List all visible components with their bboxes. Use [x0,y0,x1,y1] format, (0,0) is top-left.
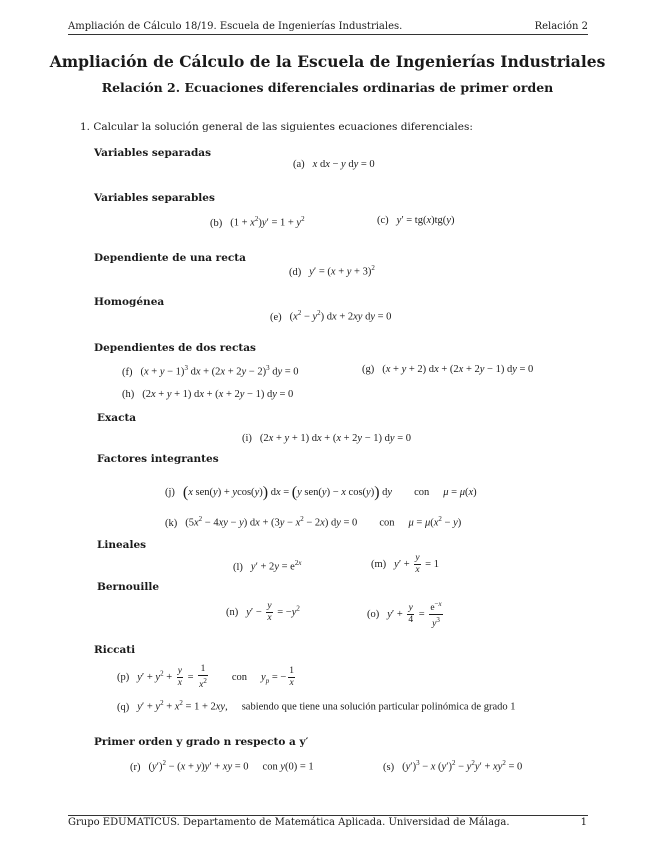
section-variables-separadas: Variables separadas [94,147,212,159]
running-header-right: Relación 2 [534,21,588,32]
page-title: Ampliación de Cálculo de la Escuela de Ingenierías Industriales [49,52,606,71]
con-word-p: con [231,671,248,683]
equation-label-a: (a) [293,159,305,170]
equation-label-p: (p) [117,671,130,683]
con-word-r: con [262,761,278,773]
page-number: 1 [580,817,587,828]
equation-o: (o) y′ + $\frac{y}{4}$ = $\frac{e^{-x}}{y^3}$ [367,600,442,630]
section-factores-integrantes: Factores integrantes [97,453,219,465]
equation-m: (m) y′ + $\frac{y}{x}$ = 1 [371,553,439,575]
equation-label-r: (r) [130,761,141,773]
equation-label-m: (m) [371,558,387,570]
equation-j: (j) (x sen(y) + ycos(y)) dx = (y sen(y) − x cos(y)) dy con μ = μ(x) [165,484,477,501]
footer-rule [68,815,588,816]
equation-label-k: (k) [165,517,178,529]
equation-h: (h) (2x + y + 1) dx + (x + 2y − 1) dy = 0 [122,389,294,400]
equation-label-n: (n) [226,606,239,618]
equation-label-o: (o) [367,609,380,621]
running-header-left: Ampliación de Cálculo 18/19. Escuela de Ingenierías Industriales. [68,21,403,32]
equation-label-q: (q) [117,701,130,713]
equation-label-i: (i) [242,433,252,444]
equation-a: (a) x dx − y dy = 0 [293,159,375,170]
section-exacta: Exacta [97,412,137,424]
equation-r: (r) $(y')^2 - (x + y)y'$ + xy = 0 con y(0) = 1 [130,759,314,773]
section-dependientes-dos-rectas: Dependientes de dos rectas [94,342,256,354]
riccati-note: sabiendo que tiene una solución particular polinómica de grado 1 [241,701,516,713]
section-dependiente-una-recta: Dependiente de una recta [94,252,246,264]
equation-q: (q) $y' + y^2 + x^2 = 1 + 2xy$, sabiendo que tiene una solución particular polinómica de grado 1 [117,699,516,713]
equation-l: (l) $y' + 2y = e^{2x}$ [233,559,302,573]
equation-p: (p) $y' + y^2$ + $\frac{y}{x}$ = $\frac{1}{x^2}$ con $y_p$ = − $\frac{1}{x}$ [117,664,295,691]
equation-n: (n) y′ − $\frac{y}{x}$ = $-y^2$ [226,601,300,623]
equation-g: (g) (x + y + 2) dx + (2x + 2y − 1) dy = 0 [362,364,534,375]
equation-s: (s) $(y')^3 - x$ $(y')^2 - y^2y' + xy^2 = 0$ [383,759,523,773]
equation-d: (d) $y' = (x + y + 3)^2$ [289,264,375,278]
section-homogenea: Homogénea [94,296,165,308]
section-riccati: Riccati [94,644,136,656]
header-rule [68,34,588,35]
section-primer-orden-grado-n: Primer orden y grado n respecto a y′ [94,736,309,748]
equation-i: (i) (2x + y + 1) dx + (x + 2y − 1) dy = 0 [242,433,411,444]
equation-label-d: (d) [289,266,302,278]
equation-e: (e) $(x^2 - y^2)$ dx + 2xy dy = 0 [270,309,392,323]
equation-label-c: (c) [377,215,389,226]
equation-k: (k) $(5x^2 - 4xy - y)$ dx + $(3y - x^2 - 2x)$ dy = 0 con $\mu = \mu(x^2 - y)$ [165,515,462,529]
equation-c: (c) y′ = tg(x)tg(y) [377,215,455,226]
exercise-statement [80,121,473,133]
equation-label-b: (b) [210,217,223,229]
equation-label-l: (l) [233,561,243,573]
footer-left: Grupo EDUMATICUS. Departamento de Matemática Aplicada. Universidad de Málaga. [68,817,510,828]
page-subtitle: Relación 2. Ecuaciones diferenciales ordinarias de primer orden [101,80,554,95]
equation-label-e: (e) [270,311,282,323]
con-word-k: con [379,517,395,529]
equation-label-h: (h) [122,389,135,400]
section-variables-separables: Variables separables [94,192,215,204]
section-bernouille: Bernouille [97,581,160,593]
exercise-number: 1. [80,121,91,133]
equation-label-g: (g) [362,364,375,375]
equation-b: (b) $(1 + x^2)y' = 1 + y^2$ [210,215,305,229]
con-word-j: con [414,487,430,498]
equation-f: (f) $(x + y - 1)^3$ dx + $(2x + 2y - 2)^3$ dy = 0 [122,364,299,378]
section-lineales: Lineales [97,539,147,551]
equation-label-f: (f) [122,366,133,378]
exercise-text: Calcular la solución general de las siguientes ecuaciones diferenciales: [93,121,473,133]
equation-label-j: (j) [165,487,175,498]
equation-label-s: (s) [383,761,395,773]
